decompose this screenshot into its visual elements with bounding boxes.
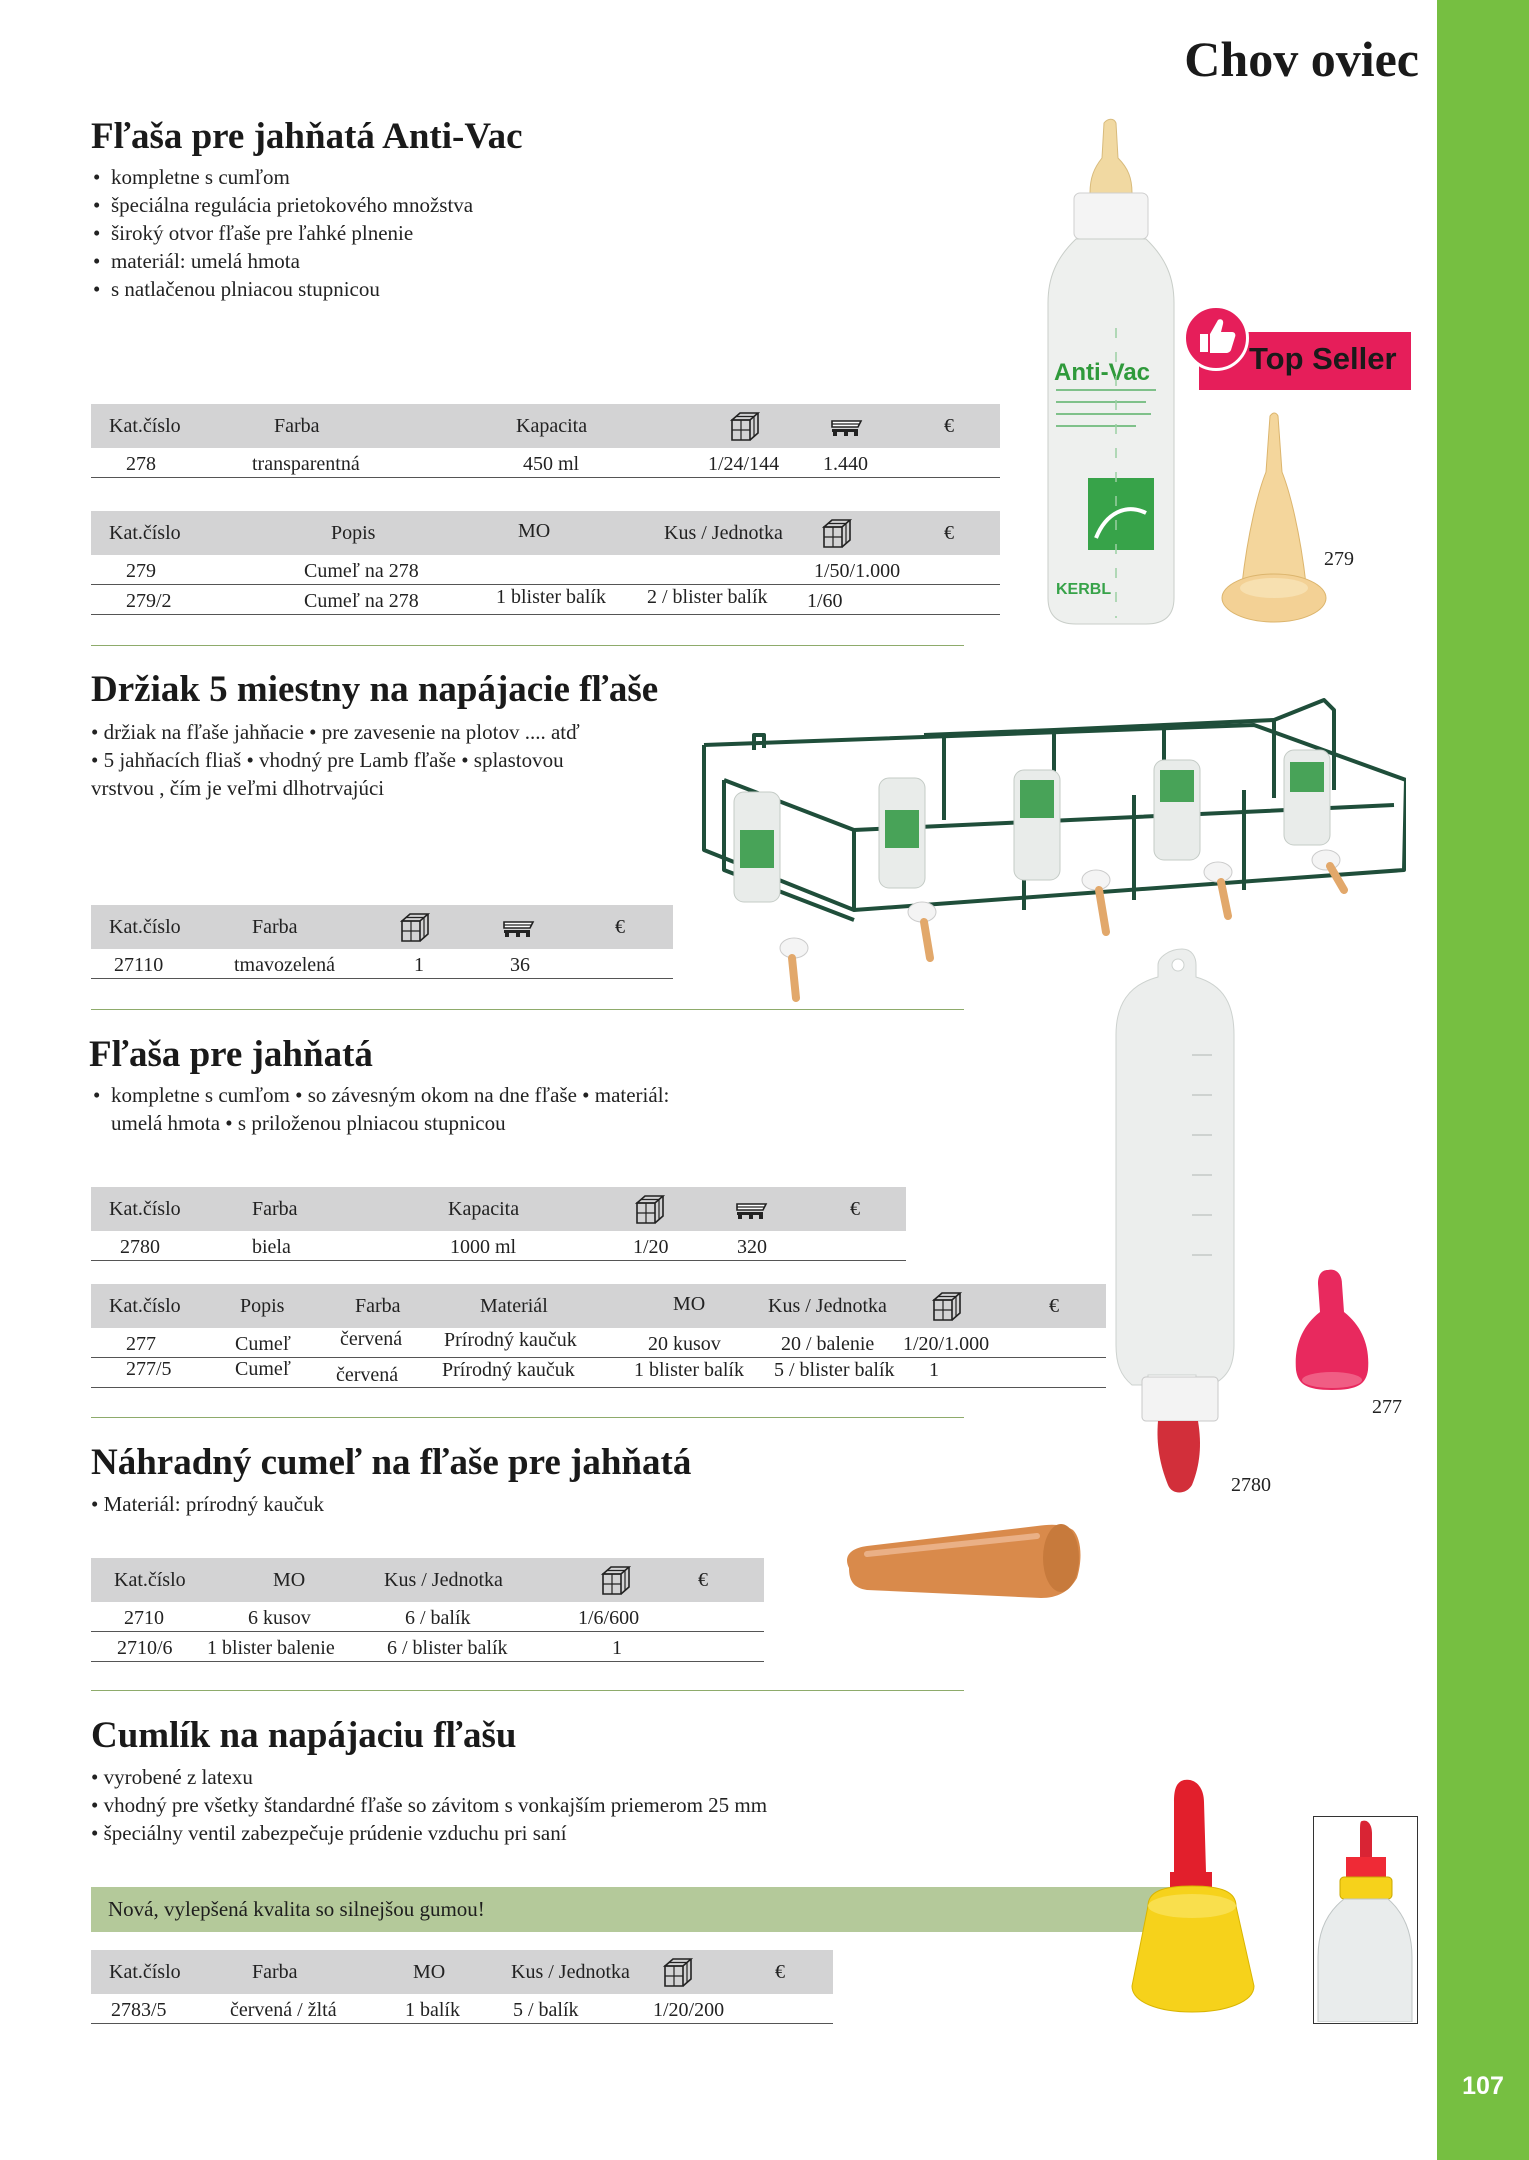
table-header xyxy=(91,511,1000,555)
section-separator xyxy=(91,645,964,646)
table-row xyxy=(91,1632,764,1662)
cell-kat: 277 xyxy=(126,1333,156,1355)
lamb-bottle-table xyxy=(91,1187,906,1261)
cumlik-description xyxy=(91,1763,767,1847)
description-line: • držiak na fľaše jahňacie • pre zavesenie na plotov .... atď xyxy=(91,720,580,744)
col-kat: Kat.číslo xyxy=(109,916,181,938)
table-row xyxy=(91,555,1000,585)
cell-mo: 1 blister balík xyxy=(634,1359,744,1381)
anti-vac-teat-table xyxy=(91,511,1000,615)
col-kus: Kus / Jednotka xyxy=(768,1295,887,1317)
cell-material: Prírodný kaučuk xyxy=(444,1329,577,1351)
cell-box-qty: 1 xyxy=(612,1637,622,1659)
cell-box-qty: 1/20/200 xyxy=(653,1999,725,2021)
cell-kus: 6 / balík xyxy=(405,1607,471,1629)
carton-box-icon xyxy=(728,410,762,444)
cell-popis: Cumeľ na 278 xyxy=(304,560,419,582)
cell-pallet-qty: 36 xyxy=(510,954,530,976)
section-separator xyxy=(91,1690,964,1691)
cell-mo: 20 kusov xyxy=(648,1333,721,1355)
cell-kus: 20 / balenie xyxy=(781,1333,875,1355)
description-line: • 5 jahňacích fliaš • vhodný pre Lamb fľaše • splastovou xyxy=(91,748,564,772)
section-title-holder: Držiak 5 miestny na napájacie fľaše xyxy=(91,669,659,710)
cell-kat: 277/5 xyxy=(126,1358,172,1380)
section-separator xyxy=(91,1009,964,1010)
cell-mo: 6 kusov xyxy=(248,1607,311,1629)
description-line: • špeciálny ventil zabezpečuje prúdenie vzduchu pri saní xyxy=(91,1821,567,1845)
table-header xyxy=(91,1950,833,1994)
cumlik-teat-image xyxy=(1126,1776,1258,2016)
cell-box-qty: 1/50/1.000 xyxy=(814,560,901,582)
image-label-279: 279 xyxy=(1324,548,1354,570)
table-header xyxy=(91,404,1000,448)
col-popis: Popis xyxy=(240,1295,285,1317)
cell-kat: 27110 xyxy=(114,954,164,976)
cumlik-on-bottle-image xyxy=(1313,1816,1418,2024)
description-line: • Materiál: prírodný kaučuk xyxy=(91,1492,325,1516)
table-row xyxy=(91,1994,833,2024)
pallet-icon xyxy=(829,417,865,437)
col-popis: Popis xyxy=(331,522,376,544)
col-kat: Kat.číslo xyxy=(109,1198,181,1220)
teat-279-image xyxy=(1218,412,1330,630)
anti-vac-bottle-image xyxy=(1036,118,1186,628)
section-title-lamb-bottle: Fľaša pre jahňatá xyxy=(89,1034,373,1075)
col-kapacita: Kapacita xyxy=(448,1198,520,1220)
image-label-277: 277 xyxy=(1372,1396,1402,1418)
cell-pallet-qty: 320 xyxy=(737,1236,767,1258)
new-quality-banner: Nová, vylepšená kvalita so silnejšou gumou! xyxy=(91,1887,1190,1932)
feature-item: • široký otvor fľaše pre ľahké plnenie xyxy=(91,219,473,247)
col-material: Materiál xyxy=(480,1295,548,1317)
cell-box-qty: 1/24/144 xyxy=(708,453,780,475)
col-price: € xyxy=(944,522,954,544)
cell-kus: 5 / blister balík xyxy=(774,1359,895,1381)
description-line: vrstvou , čím je veľmi dlhotrvajúci xyxy=(91,776,385,800)
col-mo: MO xyxy=(413,1961,446,1983)
cell-kus: 6 / blister balík xyxy=(387,1637,508,1659)
col-farba: Farba xyxy=(252,1961,298,1983)
description-line: • kompletne s cumľom • so závesným okom na dne fľaše • materiál: xyxy=(91,1081,669,1109)
feature-item: • kompletne s cumľom xyxy=(91,163,473,191)
cell-popis: Cumeľ xyxy=(235,1333,291,1355)
table-row xyxy=(91,1602,764,1632)
top-seller-badge xyxy=(1183,305,1411,390)
col-price: € xyxy=(615,916,625,938)
cell-farba: červená / žltá xyxy=(230,1999,337,2021)
col-mo: MO xyxy=(518,520,551,542)
cell-farba: tmavozelená xyxy=(234,954,336,976)
col-farba: Farba xyxy=(274,415,320,437)
cell-pallet-qty: 1.440 xyxy=(823,453,868,475)
cell-box-qty: 1 xyxy=(929,1359,939,1381)
feature-item: • materiál: umelá hmota xyxy=(91,247,473,275)
section-title-cumlik: Cumlík na napájaciu fľašu xyxy=(91,1715,517,1756)
cell-kapacita: 450 ml xyxy=(523,453,580,475)
cell-mo: 1 blister balenie xyxy=(207,1637,335,1659)
carton-box-icon xyxy=(661,1956,695,1990)
bottle-holder-image xyxy=(694,680,1406,1002)
col-kat: Kat.číslo xyxy=(114,1569,186,1591)
col-price: € xyxy=(1049,1295,1059,1317)
cell-kat: 2783/5 xyxy=(111,1999,167,2021)
cell-kat: 2710 xyxy=(124,1607,164,1629)
cell-mo: 1 balík xyxy=(405,1999,460,2021)
pallet-icon xyxy=(734,1200,770,1220)
col-mo: MO xyxy=(273,1569,306,1591)
col-kus: Kus / Jednotka xyxy=(664,522,783,544)
table-row xyxy=(91,949,673,979)
replacement-teat-table xyxy=(91,1558,764,1662)
cell-popis: Cumeľ xyxy=(235,1358,291,1380)
holder-table xyxy=(91,905,673,979)
thumbs-up-icon xyxy=(1183,305,1249,371)
cell-farba: červená xyxy=(336,1364,399,1386)
image-label-2780: 2780 xyxy=(1231,1474,1271,1496)
col-price: € xyxy=(850,1198,860,1220)
col-mo: MO xyxy=(673,1293,706,1315)
cell-box-qty: 1/20/1.000 xyxy=(903,1333,990,1355)
table-header xyxy=(91,1284,1106,1328)
col-kat: Kat.číslo xyxy=(109,1961,181,1983)
description-line: • vyrobené z latexu xyxy=(91,1765,253,1789)
col-kat: Kat.číslo xyxy=(109,1295,181,1317)
pallet-icon xyxy=(501,918,537,938)
col-farba: Farba xyxy=(252,916,298,938)
cell-kat: 278 xyxy=(126,453,156,475)
page-number: 107 xyxy=(1462,2072,1504,2100)
carton-box-icon xyxy=(820,517,854,551)
table-row xyxy=(91,1358,1106,1388)
table-row xyxy=(91,1328,1106,1358)
teat-277-image xyxy=(1288,1266,1378,1396)
col-kapacita: Kapacita xyxy=(516,415,588,437)
col-kus: Kus / Jednotka xyxy=(384,1569,503,1591)
cumlik-table xyxy=(91,1950,833,2024)
lamb-bottle-2780-image xyxy=(1112,945,1242,1497)
col-kat: Kat.číslo xyxy=(109,415,181,437)
cell-farba: transparentná xyxy=(252,453,360,475)
anti-vac-features xyxy=(91,163,473,303)
cell-kat: 279/2 xyxy=(126,590,172,612)
section-title-replacement-teat: Náhradný cumeľ na fľaše pre jahňatá xyxy=(91,1442,692,1483)
table-header xyxy=(91,1558,764,1602)
col-farba: Farba xyxy=(355,1295,401,1317)
col-kus: Kus / Jednotka xyxy=(511,1961,630,1983)
section-title-anti-vac: Fľaša pre jahňatá Anti-Vac xyxy=(91,116,523,157)
replacement-teat-image xyxy=(837,1518,1085,1610)
table-header xyxy=(91,1187,906,1231)
description-line: umelá hmota • s priloženou plniacou stupnicou xyxy=(111,1111,506,1135)
replacement-teat-description xyxy=(91,1490,324,1518)
lamb-bottle-description xyxy=(91,1081,669,1137)
cell-farba: červená xyxy=(340,1328,403,1350)
col-price: € xyxy=(698,1569,708,1591)
col-price: € xyxy=(944,415,954,437)
col-price: € xyxy=(775,1961,785,1983)
category-title: Chov oviec xyxy=(1184,31,1419,87)
carton-box-icon xyxy=(398,911,432,945)
lamb-teat-table xyxy=(91,1284,1106,1388)
svg-text:KERBL: KERBL xyxy=(1056,581,1112,598)
cell-popis: Cumeľ na 278 xyxy=(304,590,419,612)
cell-kat: 2710/6 xyxy=(117,1637,173,1659)
table-row xyxy=(91,1231,906,1261)
anti-vac-bottle-table xyxy=(91,404,1000,478)
carton-box-icon xyxy=(633,1193,667,1227)
green-sidebar xyxy=(1437,0,1529,2160)
cell-mo: 1 blister balík xyxy=(496,586,606,608)
col-farba: Farba xyxy=(252,1198,298,1220)
carton-box-icon xyxy=(599,1564,633,1598)
svg-text:Anti-Vac: Anti-Vac xyxy=(1054,359,1151,386)
section-separator xyxy=(91,1417,964,1418)
cell-kat: 2780 xyxy=(120,1236,160,1258)
cell-box-qty: 1/20 xyxy=(633,1236,669,1258)
col-kat: Kat.číslo xyxy=(109,522,181,544)
cell-farba: biela xyxy=(252,1236,291,1258)
cell-material: Prírodný kaučuk xyxy=(442,1359,575,1381)
cell-kus: 2 / blister balík xyxy=(647,586,768,608)
holder-description xyxy=(91,718,580,802)
feature-item: • s natlačenou plniacou stupnicou xyxy=(91,275,473,303)
cell-box-qty: 1/60 xyxy=(807,590,843,612)
cell-kapacita: 1000 ml xyxy=(450,1236,517,1258)
carton-box-icon xyxy=(930,1290,964,1324)
table-row xyxy=(91,585,1000,615)
cell-kus: 5 / balík xyxy=(513,1999,579,2021)
table-header xyxy=(91,905,673,949)
cell-box-qty: 1 xyxy=(414,954,424,976)
feature-item: • špeciálna regulácia prietokového množstva xyxy=(91,191,473,219)
top-seller-label: Top Seller xyxy=(1249,341,1397,376)
description-line: • vhodný pre všetky štandardné fľaše so závitom s vonkajším priemerom 25 mm xyxy=(91,1793,768,1817)
cell-box-qty: 1/6/600 xyxy=(578,1607,640,1629)
cell-kat: 279 xyxy=(126,560,156,582)
table-row xyxy=(91,448,1000,478)
